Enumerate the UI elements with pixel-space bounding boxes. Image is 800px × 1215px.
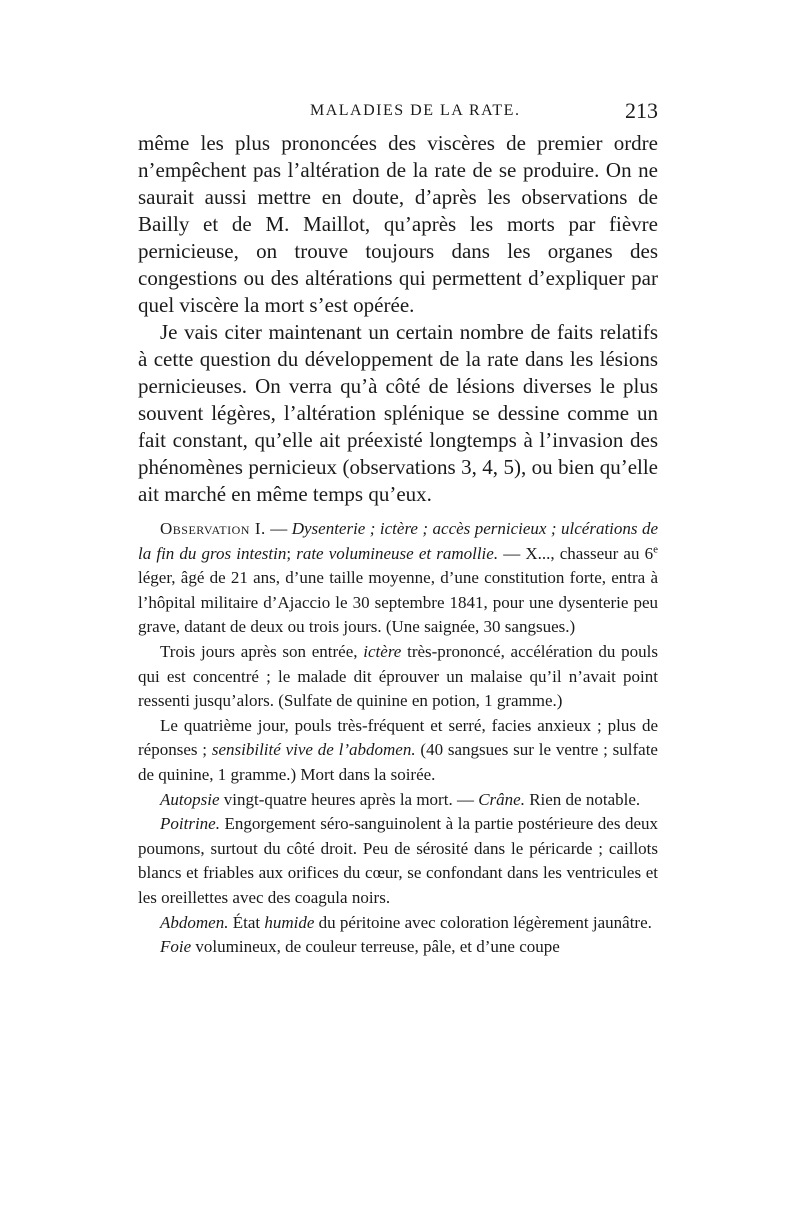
para2-text-a: Trois jours après son entrée,	[160, 641, 364, 661]
observation-section	[138, 517, 658, 960]
para6-text-a: État	[228, 912, 265, 932]
page-number: 213	[625, 98, 658, 123]
observation-para-2	[138, 640, 658, 714]
observation-title-2: rate volumineuse et ramollie.	[296, 543, 499, 563]
para2-text-b: très-prononcé, accélération du pouls qui est concentré ; le malade dit éprouver un malaise qu’il n’avait point ressenti jusqu’alors. (Sulfate de quinine en potion, 1 gramme.)	[138, 641, 658, 711]
observation-para-4	[138, 788, 658, 813]
para7-italic: Foie	[160, 937, 192, 957]
paragraph-2: Je vais citer maintenant un certain nombre de faits relatifs à cette question du développement de la rate dans les lésions pernicieuses. On verra qu’à côté de lésions diverses le plus souvent légères, l’altération splénique se dessine comme un fait constant, qu’elle ait préexisté longtemps à l’invasion des phénomènes pernicieux (observations 3, 4, 5), ou bien qu’elle ait marché en même temps qu’eux.	[138, 320, 658, 506]
para5-text: Engorgement séro-sanguinolent à la partie postérieure des deux poumons, surtout du côté droit. Peu de sérosité dans le péricarde ; caillots blancs et friables aux orifices du cœur, se confondant dans les ventricules et les oreillettes avec des coagula noirs.	[138, 814, 658, 907]
observation-heading	[138, 517, 658, 640]
observation-para-7	[138, 935, 658, 960]
para5-italic: Poitrine.	[160, 814, 220, 834]
para6-italic-2: humide	[264, 912, 315, 932]
para3-text-a: Le quatrième jour, pouls très-fréquent et serré, facies anxieux ; plus de réponses ;	[138, 715, 658, 760]
para7-text: volumineux, de couleur terreuse, pâle, et d’une coupe	[191, 937, 560, 957]
para4-italic: Autopsie	[160, 789, 220, 809]
paragraph-1: même les plus prononcées des viscères de premier ordre n’empêchent pas l’altération de la rate de se produire. On ne saurait aussi mettre en doute, d’après les observations de Bailly et de M. Maillot, qu’après les morts par fièvre pernicieuse, on trouve toujours dans les organes des congestions ou des altérations qui permettent d’expliquer par quel viscère la mort s’est opérée.	[138, 131, 658, 317]
para6-italic: Abdomen.	[160, 912, 229, 932]
para3-text-b: (40 sangsues sur le ventre ; sulfate de quinine, 1 gramme.) Mort dans la soirée.	[138, 740, 658, 784]
running-title: MALADIES DE LA RATE.	[310, 102, 521, 119]
para2-italic: ictère	[363, 641, 402, 661]
observation-para-6	[138, 911, 658, 936]
observation-title-sep: ;	[286, 543, 297, 563]
observation-intro-a: — X..., chasseur au 6	[498, 543, 654, 563]
para4-text-b: Rien de notable.	[524, 789, 641, 809]
observation-para-3	[138, 714, 658, 788]
para4-italic-2: Crâne.	[478, 789, 525, 809]
observation-dash: —	[265, 519, 292, 538]
observation-intro-b: léger, âgé de 21 ans, d’une taille moyenne, d’une constitution forte, entra à l’hôpital militaire d’Ajaccio le 30 septembre 1841, pour une dysenterie peu grave, datant de deux ou trois jours. (Une saignée, 30 sangsues.)	[138, 568, 658, 637]
para6-text-b: du péritoine avec coloration légèrement jaunâtre.	[314, 912, 652, 932]
main-text	[138, 130, 658, 508]
observation-label: Observation I.	[160, 519, 266, 538]
page-header	[138, 98, 658, 126]
observation-intro-sup: e	[653, 542, 658, 555]
para4-text-a: vingt-quatre heures après la mort. —	[219, 789, 479, 809]
observation-title: Dysenterie ; ictère ; accès pernicieux ; ulcérations de la fin du gros intestin	[138, 519, 659, 563]
observation-para-5	[138, 812, 658, 910]
para3-italic: sensibilité vive de l’abdomen.	[211, 740, 416, 760]
